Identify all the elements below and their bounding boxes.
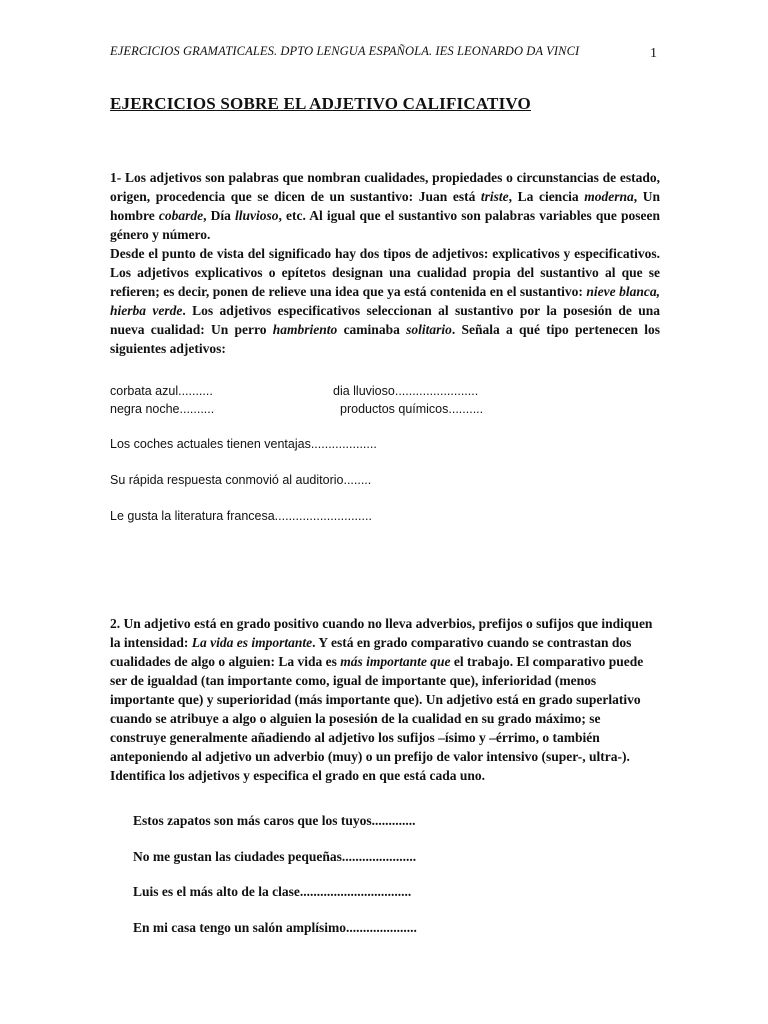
section1-paragraph-2 — [110, 244, 660, 358]
section1-paragraph-1 — [110, 168, 660, 244]
section2-intro — [110, 614, 660, 785]
text-run: 1- Los adjetivos son palabras que nombran cualidades, propiedades o circunstancias de estado, origen, procedencia que se dicen de un sustantivo: Juan está — [110, 170, 660, 204]
exercise-item: Luis es el más alto de la clase................................. — [133, 884, 412, 899]
text-run: , Un hombre — [110, 189, 660, 223]
example-word: moderna — [584, 189, 634, 204]
exercise-item: dia lluvioso........................ — [333, 384, 479, 398]
page-title: EJERCICIOS SOBRE EL ADJETIVO CALIFICATIVO — [110, 94, 531, 113]
example-word: más importante que — [340, 654, 451, 669]
exercise-item: No me gustan las ciudades pequeñas...................... — [133, 849, 417, 864]
text-run: . Y está en grado comparativo cuando se contrastan dos cualidades de algo o alguien: La vida es — [110, 635, 632, 669]
exercise-item: En mi casa tengo un salón amplísimo..................... — [133, 920, 417, 935]
text-run: , etc. Al igual que el sustantivo son palabras variables que poseen género y número. — [110, 208, 661, 242]
section1-intro — [110, 168, 660, 358]
exercise-item: negra noche.......... — [110, 402, 215, 416]
text-run: , La ciencia — [508, 189, 585, 204]
exercise-item: Estos zapatos son más caros que los tuyos............. — [133, 813, 416, 828]
page-number: 1 — [650, 46, 657, 61]
text-run: caminaba — [337, 322, 407, 337]
exercise-item: productos químicos.......... — [340, 402, 484, 416]
exercise-item: corbata azul.......... — [110, 384, 213, 398]
example-word: nieve blanca, hierba verde — [110, 284, 660, 318]
example-word: hambriento — [272, 322, 338, 337]
document-header: EJERCICIOS GRAMATICALES. DPTO LENGUA ESPAÑOLA. IES LEONARDO DA VINCI — [110, 44, 580, 58]
section2-paragraph — [110, 614, 660, 785]
example-word: lluvioso — [235, 208, 279, 223]
exercise-item: Su rápida respuesta conmovió al auditorio........ — [110, 473, 372, 487]
text-run: el trabajo. El comparativo puede ser de igualdad (tan importante como, igual de importante que), inferioridad (menos importante que) y superioridad (más importante que). Un adjetivo está en grado superlativo cuando se atribuye a algo o alguien la posesión de la cualidad en su grado máximo; se construye generalmente añadiendo al adjetivo los sufijos –ísimo y –érrimo, o también anteponiendo al adjetivo un adverbio (muy) o un prefijo de valor intensivo (super-, ultra-). Identifica los adjetivos y especifica el grado en que está cada uno. — [110, 654, 644, 783]
example-word: solitario — [406, 322, 452, 337]
example-word: cobarde — [158, 208, 204, 223]
example-word: triste — [480, 189, 509, 204]
exercise-item: Los coches actuales tienen ventajas................... — [110, 437, 377, 451]
text-run: 2. Un adjetivo está en grado positivo cuando no lleva adverbios, prefijos o sufijos que indiquen la intensidad: — [110, 616, 653, 650]
text-run: . Señala a qué tipo pertenecen los siguientes adjetivos: — [110, 322, 660, 356]
text-run: . Los adjetivos especificativos seleccionan al sustantivo por la posesión de una nueva cualidad: Un perro — [110, 303, 660, 337]
exercise-item: Le gusta la literatura francesa............................ — [110, 509, 372, 523]
example-word: La vida es importante — [191, 635, 313, 650]
text-run: , Día — [203, 208, 236, 223]
text-run: Desde el punto de vista del significado hay dos tipos de adjetivos: explicativos y especificativos. Los adjetivos explicativos o epítetos designan una cualidad propia del sustantivo al que se refieren; es decir, ponen de relieve una idea que ya está contenida en el sustantivo: — [110, 246, 660, 299]
